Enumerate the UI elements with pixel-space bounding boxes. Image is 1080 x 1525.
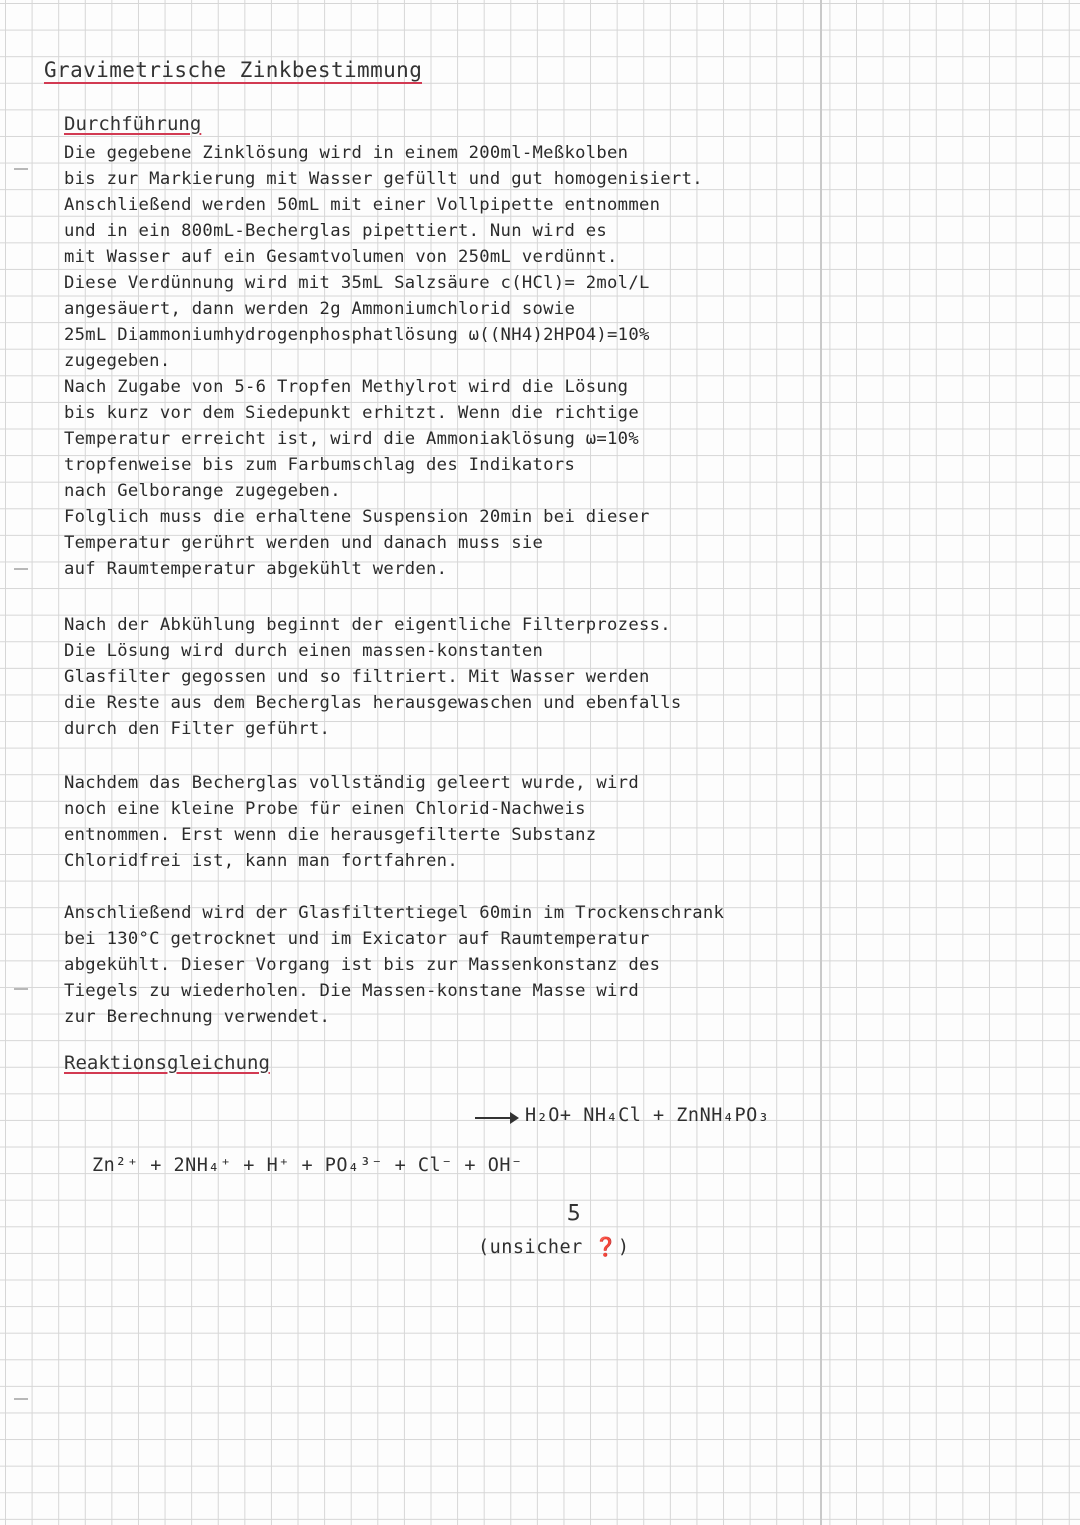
procedure-paragraph-2 <box>64 612 682 742</box>
text-line: Diese Verdünnung wird mit 35mL Salzsäure c(HCl)= 2mol/L <box>64 273 650 293</box>
text-line: Temperatur gerührt werden und danach muss sie <box>64 533 544 553</box>
text-line: und in ein 800mL-Becherglas pipettiert. Nun wird es <box>64 221 608 241</box>
text-line: zugegeben. <box>64 351 171 371</box>
text-line: bis zur Markierung mit Wasser gefüllt und gut homogenisiert. <box>64 169 703 189</box>
punch-mark <box>14 1398 28 1400</box>
document-title: Gravimetrische Zinkbestimmung <box>44 58 423 82</box>
text-line: Die Lösung wird durch einen massen-konstanten <box>64 641 544 661</box>
text-line: Nachdem das Becherglas vollständig geleert wurde, wird <box>64 773 639 793</box>
text-line: Nach Zugabe von 5-6 Tropfen Methylrot wird die Lösung <box>64 377 629 397</box>
text-line: zur Berechnung verwendet. <box>64 1007 331 1027</box>
text-line: Tiegels zu wiederholen. Die Massen-konstane Masse wird <box>64 981 639 1001</box>
text-line: Anschließend wird der Glasfiltertiegel 60min im Trockenschrank <box>64 903 725 923</box>
text-line: abgekühlt. Dieser Vorgang ist bis zur Massenkonstanz des <box>64 955 661 975</box>
text-line: die Reste aus dem Becherglas herausgewaschen und ebenfalls <box>64 693 682 713</box>
punch-mark <box>14 568 28 570</box>
text-line: bis kurz vor dem Siedepunkt erhitzt. Wenn die richtige <box>64 403 639 423</box>
text-line: Anschließend werden 50mL mit einer Vollpipette entnommen <box>64 195 661 215</box>
text-line: nach Gelborange zugegeben. <box>64 481 341 501</box>
text-line: noch eine kleine Probe für einen Chlorid-Nachweis <box>64 799 586 819</box>
reaction-products: H₂O+ NH₄Cl + ZnNH₄PO₃ <box>525 1105 770 1126</box>
reaction-reactants: Zn²⁺ + 2NH₄⁺ + H⁺ + PO₄³⁻ + Cl⁻ + OH⁻ <box>92 1155 523 1176</box>
text-line: durch den Filter geführt. <box>64 719 331 739</box>
text-line: angesäuert, dann werden 2g Ammoniumchlorid sowie <box>64 299 576 319</box>
text-line: tropfenweise bis zum Farbumschlag des Indikators <box>64 455 576 475</box>
punch-mark <box>14 168 28 170</box>
uncertainty-note: (unsicher ❓) <box>478 1237 630 1258</box>
procedure-paragraph-4 <box>64 900 724 1030</box>
text-line: Chloridfrei ist, kann man fortfahren. <box>64 851 458 871</box>
text-line: Folglich muss die erhaltene Suspension 20min bei dieser <box>64 507 650 527</box>
section-heading-durchfuehrung: Durchführung <box>64 113 202 135</box>
text-line: Temperatur erreicht ist, wird die Ammoniaklösung ω=10% <box>64 429 639 449</box>
handwritten-mark: ƽ <box>567 1197 581 1222</box>
text-line: Glasfilter gegossen und so filtriert. Mit Wasser werden <box>64 667 650 687</box>
page-margin-line <box>820 0 822 1525</box>
text-line: bei 130°C getrocknet und im Exicator auf Raumtemperatur <box>64 929 650 949</box>
procedure-paragraph-1 <box>64 140 703 582</box>
reaction-arrow <box>475 1117 515 1119</box>
text-line: 25mL Diammoniumhydrogenphosphatlösung ω((NH4)2HPO4)=10% <box>64 325 650 345</box>
text-line: auf Raumtemperatur abgekühlt werden. <box>64 559 448 579</box>
text-line: entnommen. Erst wenn die herausgefilterte Substanz <box>64 825 597 845</box>
section-heading-reaktionsgleichung: Reaktionsgleichung <box>64 1052 270 1074</box>
procedure-paragraph-3 <box>64 770 639 874</box>
punch-mark <box>14 988 28 990</box>
text-line: mit Wasser auf ein Gesamtvolumen von 250mL verdünnt. <box>64 247 618 267</box>
text-line: Nach der Abkühlung beginnt der eigentliche Filterprozess. <box>64 615 671 635</box>
text-line: Die gegebene Zinklösung wird in einem 200ml-Meßkolben <box>64 143 629 163</box>
